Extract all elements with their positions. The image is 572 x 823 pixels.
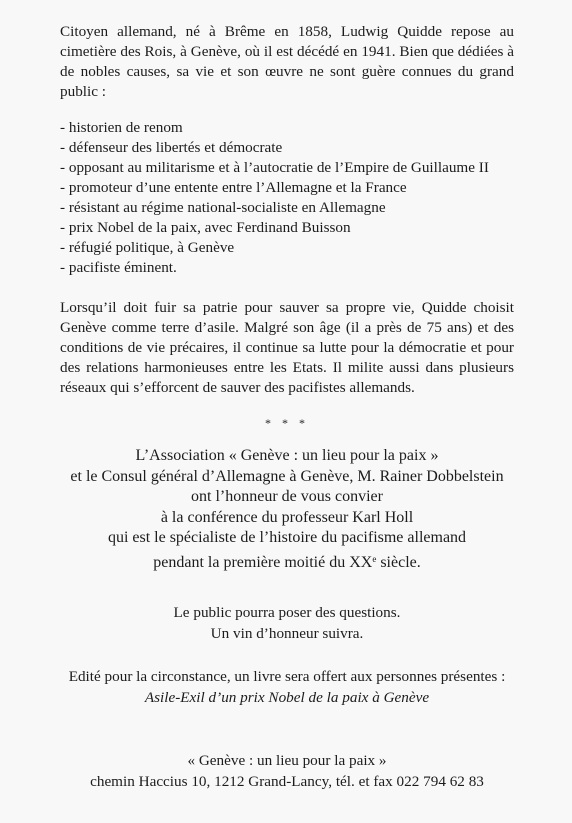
- list-item: - défenseur des libertés et démocrate: [60, 138, 514, 158]
- bullet-list: [60, 118, 514, 278]
- invitation-line-text: pendant la première moitié du XX: [153, 553, 373, 571]
- list-item: - promoteur d’une entente entre l’Allemagne et la France: [60, 178, 514, 198]
- footer-address: chemin Haccius 10, 1212 Grand-Lancy, tél. et fax 022 794 62 83: [90, 773, 484, 791]
- intro-paragraph: Citoyen allemand, né à Brême en 1858, Ludwig Quidde repose au cimetière des Rois, à Genève, où il est décédé en 1941. Bien que dédiées à de nobles causes, sa vie et son œuvre ne sont guère connues du grand public :: [60, 23, 514, 100]
- list-item: - réfugié politique, à Genève: [60, 238, 514, 258]
- public-line: Un vin d’honneur suivra.: [210, 625, 364, 643]
- book-notice-line: Edité pour la circonstance, un livre sera offert aux personnes présentes :: [68, 668, 506, 686]
- footer-organization: « Genève : un lieu pour la paix »: [187, 752, 387, 770]
- invitation-line: qui est le spécialiste de l’histoire du pacifisme allemand: [107, 529, 467, 547]
- list-item: - historien de renom: [60, 118, 514, 138]
- document-content: [60, 22, 514, 792]
- list-item: - résistant au régime national-socialiste en Allemagne: [60, 198, 514, 218]
- century-superscript: e: [372, 553, 377, 564]
- public-line: Le public pourra poser des questions.: [173, 604, 401, 622]
- list-item: - prix Nobel de la paix, avec Ferdinand Buisson: [60, 218, 514, 238]
- list-item: - opposant au militarisme et à l’autocratie de l’Empire de Guillaume II: [60, 158, 514, 178]
- invitation-line: L’Association « Genève : un lieu pour la paix »: [135, 447, 439, 465]
- invitation-line: ont l’honneur de vous convier: [191, 488, 383, 506]
- footer-address-block: [60, 750, 514, 792]
- invitation-line: à la conférence du professeur Karl Holl: [160, 508, 414, 526]
- book-notice: [60, 666, 514, 708]
- invitation-line-text: siècle.: [376, 553, 421, 571]
- section-separator: * * *: [265, 416, 309, 431]
- invitation-block: [60, 446, 514, 573]
- list-item: - pacifiste éminent.: [60, 258, 514, 278]
- public-notice: [60, 602, 514, 644]
- invitation-line: et le Consul général d’Allemagne à Genève, M. Rainer Dobbelstein: [70, 467, 504, 485]
- book-title: Asile-Exil d’un prix Nobel de la paix à Genève: [144, 689, 430, 707]
- invitation-line: [60, 549, 514, 574]
- exile-paragraph: Lorsqu’il doit fuir sa patrie pour sauver sa propre vie, Quidde choisit Genève comme terre d’asile. Malgré son âge (il a près de 75 ans) et des conditions de vie précaires, il continue sa lutte pour la démocratie et pour des relations harmonieuses entre les Etats. Il milite aussi dans plusieurs réseaux qui s’efforcent de sauver des pacifistes allemands.: [60, 299, 514, 396]
